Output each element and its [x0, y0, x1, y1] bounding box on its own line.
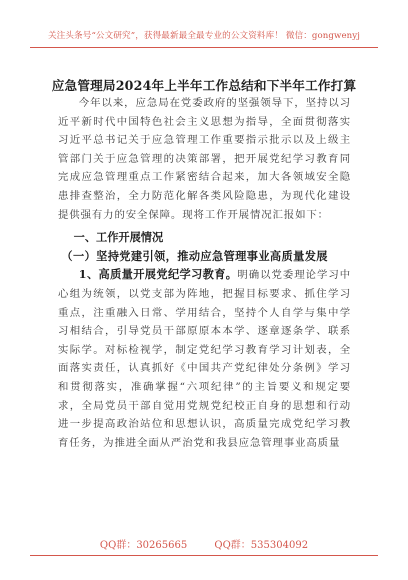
section-heading: 一、工作开展情况	[73, 230, 164, 245]
intro-paragraph: 今年以来，应急局在党委政府的坚强领导下，坚持以习近平新时代中国特色社会主义思想为指导，全面贯彻落实习近平总书记关于应急管理工作重要指示批示以及上级主管部门关于应急管理的决策部署，把开展党纪学习教育同完成应急管理重点工作紧密结合起来，加大各领域安全隐患排查整治，全力防范化解各类风险隐患，为现代化建设提供强有力的安全保障。现将工作开展情况汇报如下：	[58, 97, 351, 221]
document-body	[58, 94, 351, 452]
document-title: 应急管理局2024年上半年工作总结和下半年工作打算	[51, 78, 357, 93]
footer-divider	[30, 555, 378, 556]
item-text: 明确以党委理论学习中心组为统领，以党支部为阵地，把握目标要求、抓住学习重点，注重融入日常、学用结合，坚持个人自学与集中学习相结合，引导党员干部原原本本学、逐章逐条学、联系实际学。对标检视学，制定党纪学习教育学习计划表，全面落实责任，认真抓好《中国共产党纪律处分条例》学习和贯彻落实，准确掌握“六项纪律”的主旨要义和规定要求，全局党员干部自觉用党规党纪校正自身的思想和行动进一步提高政治站位和思想认识，高质量完成党纪学习教育任务，为推进全面从严治党和我县应急管理事业高质量	[58, 269, 351, 449]
item-lead: 1、高质量开展党纪学习教育。	[78, 267, 238, 282]
subsection-heading: （一）坚持党建引领，推动应急管理事业高质量发展	[61, 248, 328, 263]
footer-qq-group-2: QQ群：535304092	[214, 540, 309, 551]
footer-contacts	[0, 536, 408, 551]
header-divider	[30, 47, 378, 48]
header-banner: 关注头条号“公文研究”，获得最新最全最专业的公文资料库！ 微信：gongwenyj	[47, 31, 361, 41]
footer-qq-group-1: QQ群：30265665	[99, 540, 188, 551]
item-paragraph	[58, 265, 351, 452]
